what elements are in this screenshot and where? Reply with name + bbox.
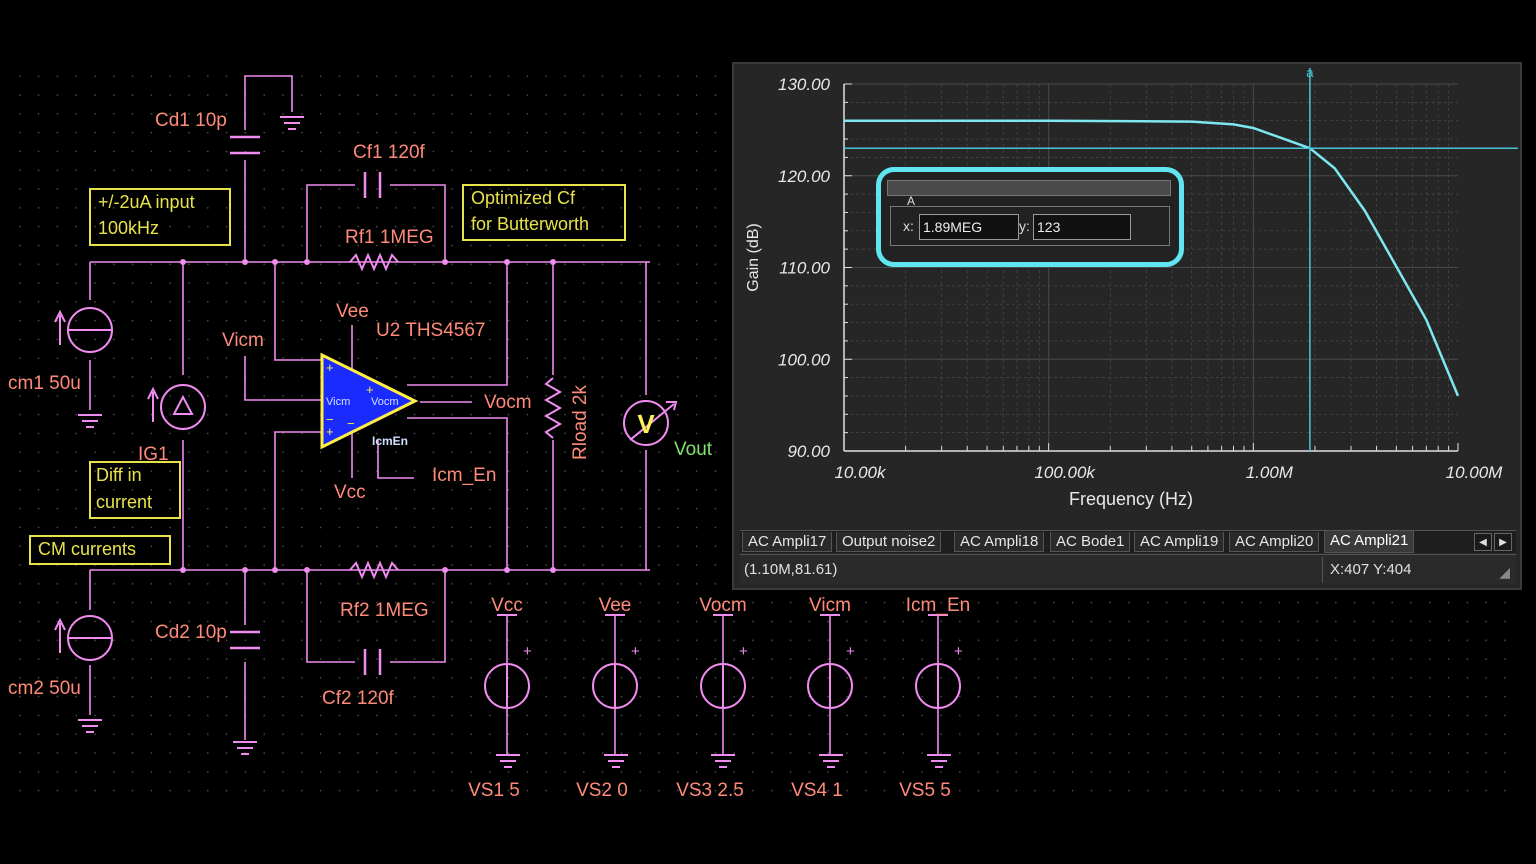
status-mouse-position: X:407 Y:404 (1330, 561, 1412, 578)
tab-ac-ampli19[interactable]: AC Ampli19 (1134, 532, 1224, 552)
cursor-x-label: x: (903, 218, 914, 234)
label-ig1: IG1 (138, 444, 169, 465)
cursor-readout-titlebar[interactable] (887, 180, 1171, 196)
y-tick-label: 90.00 (787, 442, 830, 461)
gain-plot[interactable] (734, 64, 1520, 530)
cursor-y-input[interactable] (1033, 214, 1131, 240)
label-opamp-icmen: IcmEn (372, 434, 409, 448)
label-cd2: Cd2 10p (155, 622, 227, 643)
note-input-line2: 100kHz (98, 218, 160, 238)
source-plus-sign: + (739, 643, 748, 660)
source-value-label: VS3 2.5 (676, 780, 744, 801)
note-cm: CM currents (38, 539, 137, 559)
x-tick-labels (834, 463, 1503, 482)
source-net-label: Vocm (699, 595, 747, 616)
note-input-line1: +/-2uA input (98, 192, 195, 212)
tab-output-noise2[interactable]: Output noise2 (836, 532, 941, 552)
source-plus-sign: + (523, 643, 532, 660)
note-cf-line1: Optimized Cf (471, 188, 576, 208)
source-net-label: Icm_En (905, 595, 971, 616)
label-cd1: Cd1 10p (155, 110, 227, 131)
x-tick-label: 100.00k (1034, 463, 1095, 482)
status-separator (1322, 557, 1323, 583)
opamp-pin-vicm: Vicm (326, 396, 351, 408)
label-vout: Vout (674, 439, 713, 460)
label-rload: Rload 2k (570, 385, 591, 460)
opamp-plus-bottom: + (326, 424, 334, 439)
source-value-label: VS2 0 (576, 780, 628, 801)
x-axis-label: Frequency (Hz) (1068, 489, 1194, 509)
tab-ac-ampli20[interactable]: AC Ampli20 (1229, 532, 1319, 552)
opamp-plus-vee: + (366, 382, 374, 397)
cursor-x-input[interactable] (919, 214, 1019, 240)
cursor-readout-box[interactable] (876, 167, 1184, 267)
tab-scroll-left-icon[interactable]: ◀ (1474, 533, 1492, 551)
y-axis-label: Gain (dB) (745, 223, 762, 292)
opamp-plus-top: + (326, 360, 334, 375)
label-vcc: Vcc (334, 482, 366, 503)
label-vee: Vee (336, 301, 369, 322)
opamp-minus-vcc: − (347, 416, 355, 431)
label-rf2: Rf2 1MEG (340, 600, 429, 621)
label-icm-en: Icm_En (432, 465, 497, 486)
source-plus-sign: + (954, 643, 963, 660)
tab-ac-ampli17[interactable]: AC Ampli17 (742, 532, 832, 552)
source-plus-sign: + (631, 643, 640, 660)
voltmeter-symbol: V (637, 409, 655, 439)
source-value-label: VS5 5 (899, 780, 951, 801)
note-diff-line2: current (96, 492, 153, 512)
note-diff-line1: Diff in (96, 465, 142, 485)
plot-grid (844, 84, 1458, 451)
note-cf-line2: for Butterworth (471, 214, 590, 234)
resize-grip-icon[interactable]: ◢ (1499, 564, 1510, 580)
cursor-a-tag[interactable]: a (1306, 65, 1314, 80)
source-value-label: VS1 5 (468, 780, 520, 801)
label-opamp: U2 THS4567 (376, 320, 486, 341)
y-tick-label: 100.00 (778, 350, 830, 370)
y-tick-labels (778, 75, 831, 461)
x-tick-label: 1.00M (1245, 463, 1293, 482)
tab-ac-ampli21[interactable]: AC Ampli21 (1324, 531, 1414, 553)
source-net-label: Vee (598, 595, 632, 616)
tab-scroll-right-icon[interactable]: ▶ (1494, 533, 1512, 551)
source-value-label: VS4 1 (791, 780, 843, 801)
tab-ac-ampli18[interactable]: AC Ampli18 (954, 532, 1044, 552)
analysis-tab-bar (740, 530, 1516, 553)
y-tick-label: 120.00 (778, 166, 830, 186)
y-tick-label: 110.00 (779, 258, 830, 278)
y-tick-label: 130.00 (778, 75, 830, 94)
source-net-label: Vicm (809, 595, 851, 616)
label-cf2: Cf2 120f (322, 688, 394, 709)
x-tick-label: 10.00M (1445, 463, 1503, 482)
label-vocm-tag: Vocm (484, 392, 532, 413)
cursor-y-label: y: (1019, 218, 1030, 234)
opamp-pin-vocm: Vocm (371, 396, 399, 408)
label-icm2: cm2 50u (8, 678, 81, 699)
opamp-minus-bottom: − (326, 412, 334, 427)
ac-analysis-window[interactable] (732, 62, 1522, 590)
source-plus-sign: + (846, 643, 855, 660)
cursor-readout-legend: A (907, 194, 916, 208)
label-cf1: Cf1 120f (353, 142, 425, 163)
source-net-label: Vcc (491, 595, 523, 616)
tab-ac-bode1[interactable]: AC Bode1 (1050, 532, 1130, 552)
x-tick-label: 10.00k (834, 463, 886, 482)
label-vicm: Vicm (222, 330, 264, 351)
status-bar (740, 554, 1516, 585)
label-rf1: Rf1 1MEG (345, 227, 434, 248)
status-cursor-value: (1.10M,81.61) (744, 561, 838, 578)
label-icm1: cm1 50u (8, 373, 81, 394)
